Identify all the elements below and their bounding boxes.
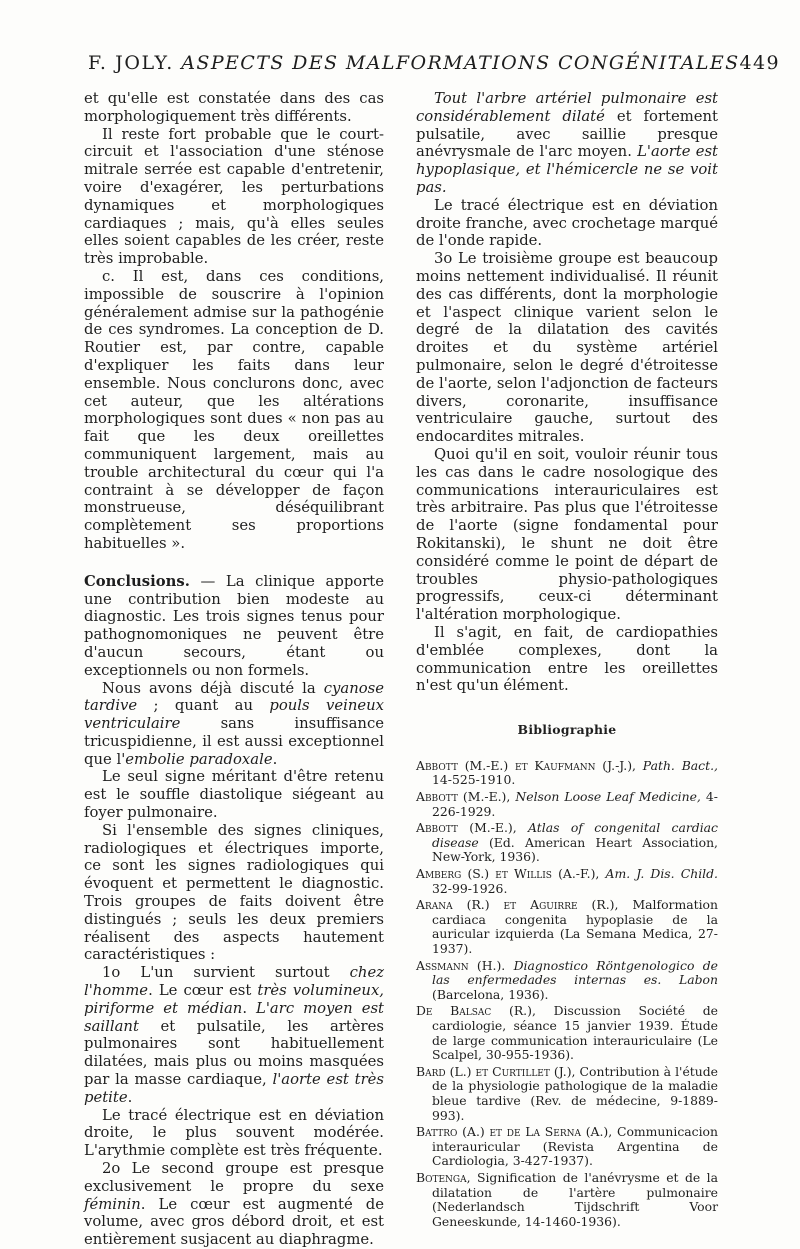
running-header — [88, 52, 780, 82]
text-run: 1o L'un survient surtout — [102, 964, 350, 982]
italic-run: très volumineux, piriforme et médian — [84, 982, 384, 1017]
bib-authors: Abbott (M.-E.) et Kaufmann (J.-J.), — [416, 757, 636, 773]
paragraph: c. Il est, dans ces conditions, impossible de souscrire à l'opinion généralement admise sur la pathogénie de ces syndromes. La conception de D. Routier est, par contre, capable d'expliquer les faits dans leur ensemble. Nous conclurons donc, avec cet auteur, que les altérations morphologiques sont dues « non pas au fait que les deux oreillettes communiquent largement, mais au trouble architectural du cœur qui l'a contraint à se développer de façon monstrueuse, déséquilibrant complètement ses proportions habituelles ». — [84, 267, 384, 552]
bib-reference: (Ed. American Heart Association, New-York, 1936). — [432, 834, 718, 865]
text-run: . Le cœur est augmenté de volume, avec gros débord droit, et est entièrement susjacent au diaphragme. — [84, 1195, 384, 1249]
bib-authors: Abbott (M.-E.), — [416, 820, 517, 836]
bibliography-entry — [416, 959, 718, 1003]
bib-reference: 32-99-1926. — [432, 880, 508, 896]
paragraph: Le tracé électrique est en déviation droite, le plus souvent modérée. L'arythmie complète est très fréquente. — [84, 1106, 384, 1160]
bib-authors: Bard (L.) et Curtillet (J.), — [416, 1063, 576, 1079]
italic-run: pouls veineux ventriculaire — [84, 697, 385, 733]
italic-run: l'aorte est très petite — [84, 1071, 384, 1106]
page-number: 449 — [739, 52, 780, 74]
text-run: ; quant au — [137, 697, 270, 715]
running-title — [88, 52, 740, 74]
paragraph: Il s'agit, en fait, de cardiopathies d'emblée complexes, dont la communication entre les oreillettes n'est qu'un élément. — [416, 623, 718, 695]
bib-title: Am. J. Dis. Child. — [605, 866, 718, 882]
bibliography-entry — [416, 790, 718, 819]
header-title: ASPECTS DES MALFORMATIONS CONGÉNITALES — [181, 52, 740, 74]
conclusions-paragraph — [84, 573, 384, 680]
bib-reference: Communicacion interauricular (Revista Argentina de Cardiologia, 3-427-1937). — [432, 1124, 718, 1169]
bib-reference: Malformation cardiaca congenita hypoplasie de la auricular izquierda (La Semana Medica, 27-1937). — [432, 897, 718, 957]
text-run: sans insuffisance tricuspidienne, il est aussi exceptionnel que l' — [84, 715, 384, 768]
bibliography-entry — [416, 898, 718, 956]
italic-run: embolie paradoxale — [125, 750, 273, 768]
bib-reference: 4-226-1929. — [432, 789, 718, 819]
bibliography-heading: Bibliographie — [517, 722, 617, 738]
bib-reference: Signification de l'anévrysme et de la dilatation de l'artère pulmonaire (Nederlandsch Tijdschrift Voor Geneeskunde, 14-1460-1936). — [432, 1169, 718, 1229]
bib-title: Nelson Loose Leaf Medicine, — [515, 789, 701, 805]
paragraph: Il reste fort probable que le court-circuit et l'association d'une sténose mitrale serrée est capable d'entretenir, voire d'exagérer, les perturbations dynamiques et morphologiques cardiaques ; mais, qu'à elles seules elles soient capables de les créer, reste très improbable. — [84, 125, 384, 268]
paragraph — [416, 90, 718, 197]
header-author: F. JOLY. — [88, 52, 174, 74]
italic-run: cyanose tardive — [84, 679, 384, 715]
italic-run: Tout l'arbre artériel pulmonaire est considérablement dilaté — [416, 90, 718, 125]
paragraph: Quoi qu'il en soit, vouloir réunir tous les cas dans le cadre nosologique des communications interauriculaires est très arbitraire. Pas plus que l'étroitesse de l'aorte (signe fondamental pour Rokitanski), le shunt ne doit être considéré comme le point de départ de troubles physio-pathologiques progressifs, ceux-ci déterminant l'altération morphologique. — [416, 445, 718, 624]
bib-authors: Amberg (S.) et Willis (A.-F.), — [416, 866, 600, 882]
paragraph — [84, 680, 384, 769]
bib-title: Path. Bact., — [642, 757, 718, 773]
bib-reference: (Barcelona, 1936). — [432, 986, 549, 1002]
bib-title: Diagnostico Röntgenologico de las enfermedades internas es. Labon — [432, 957, 718, 988]
bib-authors: De Balsac (R.), — [416, 1003, 536, 1019]
right-column — [416, 90, 718, 1231]
text-run: . — [272, 750, 278, 768]
bib-authors: Arana (R.) et Aguirre (R.), — [416, 897, 619, 913]
bibliography-entry — [416, 1171, 718, 1229]
bibliography-entry — [416, 1125, 718, 1169]
paragraph: Le seul signe méritant d'être retenu est le souffle diastolique siégeant au foyer pulmonaire. — [84, 768, 384, 822]
bib-reference: 14-525-1910. — [432, 772, 516, 788]
bibliography-entry — [416, 821, 718, 865]
text-run: . — [242, 999, 257, 1017]
paragraph: Le tracé électrique est en déviation droite franche, avec crochetage marqué de l'onde rapide. — [416, 196, 718, 250]
bib-reference: Discussion Société de cardiologie, séance 15 janvier 1939. Étude de large communication interauriculaire (Le Scalpel, 30-955-1936). — [432, 1003, 718, 1063]
italic-run: féminin — [84, 1195, 141, 1213]
text-run: Nous avons déjà discuté la — [102, 679, 324, 697]
text-run: . — [127, 1088, 133, 1106]
paragraph — [84, 1160, 384, 1249]
bib-reference: Contribution à l'étude de la physiologie pathologique de la maladie bleue tardive (Rev. de médecine, 9-1889-993). — [432, 1063, 718, 1123]
left-column — [84, 90, 384, 1249]
bibliography-entry — [416, 1065, 718, 1123]
italic-run: L'arc moyen est saillant — [84, 999, 384, 1035]
bib-authors: Assmann (H.). — [416, 957, 506, 973]
text-run: et pulsatile, les artères pulmonaires sont habituellement dilatées, mais plus ou moins masquées par la masse cardiaque, — [84, 1017, 384, 1089]
bibliography-entry — [416, 867, 718, 896]
italic-run: L'aorte est hypoplasique, et l'hémicercle ne se voit pas. — [416, 143, 718, 196]
text-run: . Le cœur est — [148, 982, 258, 1000]
text-run: 2o Le second groupe est presque exclusivement le propre du sexe — [84, 1160, 384, 1195]
bib-title: Atlas of congenital cardiac disease — [432, 820, 718, 850]
bibliography-list — [416, 759, 718, 1229]
conclusions-text: — La clinique apporte une contribution bien modeste au diagnostic. Les trois signes tenus pour pathognomoniques ne peuvent être d'aucun secours, étant ou exceptionnels ou non formels. — [84, 572, 384, 679]
paragraph: et qu'elle est constatée dans des cas morphologiquement très différents. — [84, 90, 384, 125]
bib-authors: Abbott (M.-E.), — [416, 789, 511, 805]
bib-authors: Botenga, — [416, 1169, 471, 1185]
bibliography-entry — [416, 759, 718, 788]
paragraph — [84, 964, 384, 1106]
conclusions-heading: Conclusions. — [84, 572, 190, 590]
bib-authors: Battro (A.) et de La Serna (A.), — [416, 1124, 613, 1140]
text-run: et fortement pulsatile, avec saillie presque anévrysmale de l'arc moyen. — [416, 107, 718, 161]
bibliography-entry — [416, 1004, 718, 1062]
paragraph: 3o Le troisième groupe est beaucoup moins nettement individualisé. Il réunit des cas différents, dont la morphologie et l'aspect clinique varient selon le degré de la dilatation des cavités droites et du système artériel pulmonaire, selon le degré d'étroitesse de l'aorte, selon l'adjonction de facteurs divers, coronarite, insuffisance ventriculaire gauche, surtout des endocardites mitrales. — [416, 250, 718, 446]
italic-run: chez l'homme — [84, 964, 384, 1000]
paragraph: Si l'ensemble des signes cliniques, radiologiques et électriques importe, ce sont les signes radiologiques qui évoquent et permettent le diagnostic. Trois groupes de faits doivent être distingués ; seuls les deux premiers réalisent des aspects hautement caractéristiques : — [84, 821, 384, 964]
